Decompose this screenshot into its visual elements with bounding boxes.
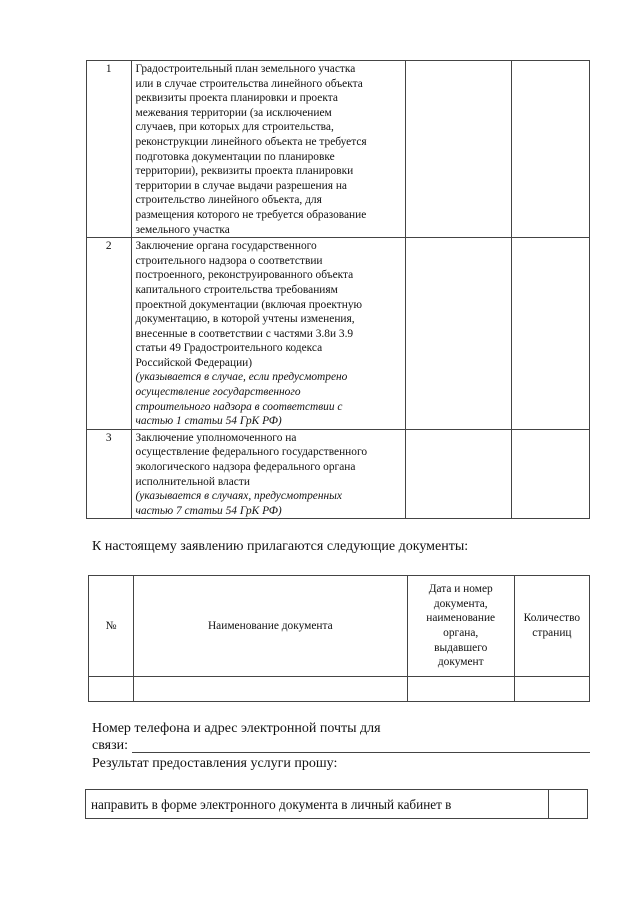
- description-line: осуществление федерального государственного: [135, 446, 368, 459]
- description-note-line: осуществление государственного: [135, 386, 301, 399]
- description-line: Российской Федерации): [135, 356, 253, 369]
- description-line: строительство линейного объекта, для: [135, 194, 322, 207]
- document-row: [87, 238, 590, 430]
- attached-documents-header-row: [89, 576, 590, 677]
- description-line: территории), реквизиты проекта планировки: [135, 165, 354, 178]
- row-description: [131, 429, 406, 519]
- row-extra-cell[interactable]: [511, 238, 589, 430]
- description-line: статьи 49 Градостроительного кодекса: [135, 342, 323, 355]
- description-note-line: частью 7 статьи 54 ГрК РФ): [135, 504, 282, 517]
- attached-documents-empty-row: [89, 677, 590, 702]
- contact-label-line2: связи:: [92, 738, 128, 753]
- description-line: экологического надзора федерального органа: [135, 461, 356, 474]
- description-line: или в случае строительства линейного объекта: [135, 77, 363, 90]
- empty-cell-doc-name[interactable]: [134, 677, 408, 702]
- description-note-line: (указывается в случаях, предусмотренных: [135, 490, 342, 503]
- description-line: случаев, при которых для строительства,: [135, 121, 334, 134]
- description-line: территории в случае выдачи разрешения на: [135, 179, 347, 192]
- description-line: Заключение уполномоченного на: [135, 431, 297, 444]
- empty-cell-pages[interactable]: [514, 677, 589, 702]
- description-line: Градостроительный план земельного участка: [135, 63, 356, 75]
- description-note-line: частью 1 статьи 54 ГрК РФ): [135, 415, 282, 428]
- attachments-heading: К настоящему заявлению прилагаются следующие документы:: [92, 539, 469, 554]
- row-number: 2: [87, 238, 132, 430]
- row-details-cell[interactable]: [406, 238, 512, 430]
- description-line: строительного надзора о соответствии: [135, 254, 323, 267]
- documents-details-table: [86, 60, 590, 519]
- empty-cell-date-number[interactable]: [407, 677, 514, 702]
- description-line: земельного участка: [135, 223, 230, 236]
- description-line: Заключение органа государственного: [135, 240, 317, 253]
- description-line: капитального строительства требованиям: [135, 283, 338, 296]
- col-header-number: №: [89, 576, 134, 677]
- result-label: Результат предоставления услуги прошу:: [92, 756, 338, 771]
- row-extra-cell[interactable]: [511, 429, 589, 519]
- description-line: размещения которого не требуется образование: [135, 208, 367, 221]
- delivery-option-label: направить в форме электронного документа в личный кабинет в: [91, 797, 452, 812]
- document-row: [87, 429, 590, 519]
- description-line: реконструкции линейного объекта не требуется: [135, 135, 367, 148]
- col-header-pages: Количество страниц: [514, 576, 589, 677]
- delivery-option-checkbox[interactable]: [548, 790, 587, 818]
- row-details-cell[interactable]: [406, 429, 512, 519]
- description-note-line: строительного надзора в соответствии с: [135, 400, 343, 413]
- contact-input-line[interactable]: [132, 752, 590, 753]
- row-extra-cell[interactable]: [511, 61, 589, 238]
- attached-documents-table: [88, 575, 590, 702]
- delivery-option-box: [85, 789, 588, 819]
- empty-cell-number[interactable]: [89, 677, 134, 702]
- description-line: документацию, в которой учтены изменения,: [135, 313, 355, 326]
- row-description: [131, 61, 406, 238]
- col-header-doc-name: Наименование документа: [134, 576, 408, 677]
- description-line: реквизиты проекта планировки и проекта: [135, 92, 338, 105]
- description-line: подготовка документации по планировке: [135, 150, 335, 163]
- description-note-line: (указывается в случае, если предусмотрено: [135, 371, 348, 384]
- row-description: [131, 238, 406, 430]
- row-number: 3: [87, 429, 132, 519]
- document-row: [87, 61, 590, 238]
- description-line: межевания территории (за исключением: [135, 106, 332, 119]
- description-line: построенного, реконструированного объекта: [135, 269, 354, 282]
- row-number: 1: [87, 61, 132, 238]
- description-line: проектной документации (включая проектную: [135, 298, 363, 311]
- description-line: исполнительной власти: [135, 475, 250, 488]
- description-line: внесенные в соответствии с частями 3.8и 3.9: [135, 327, 354, 340]
- contact-label-line1: Номер телефона и адрес электронной почты для: [92, 721, 381, 736]
- row-details-cell[interactable]: [406, 61, 512, 238]
- col-header-date-number: Дата и номер документа, наименование органа, выдавшего документ: [407, 576, 514, 677]
